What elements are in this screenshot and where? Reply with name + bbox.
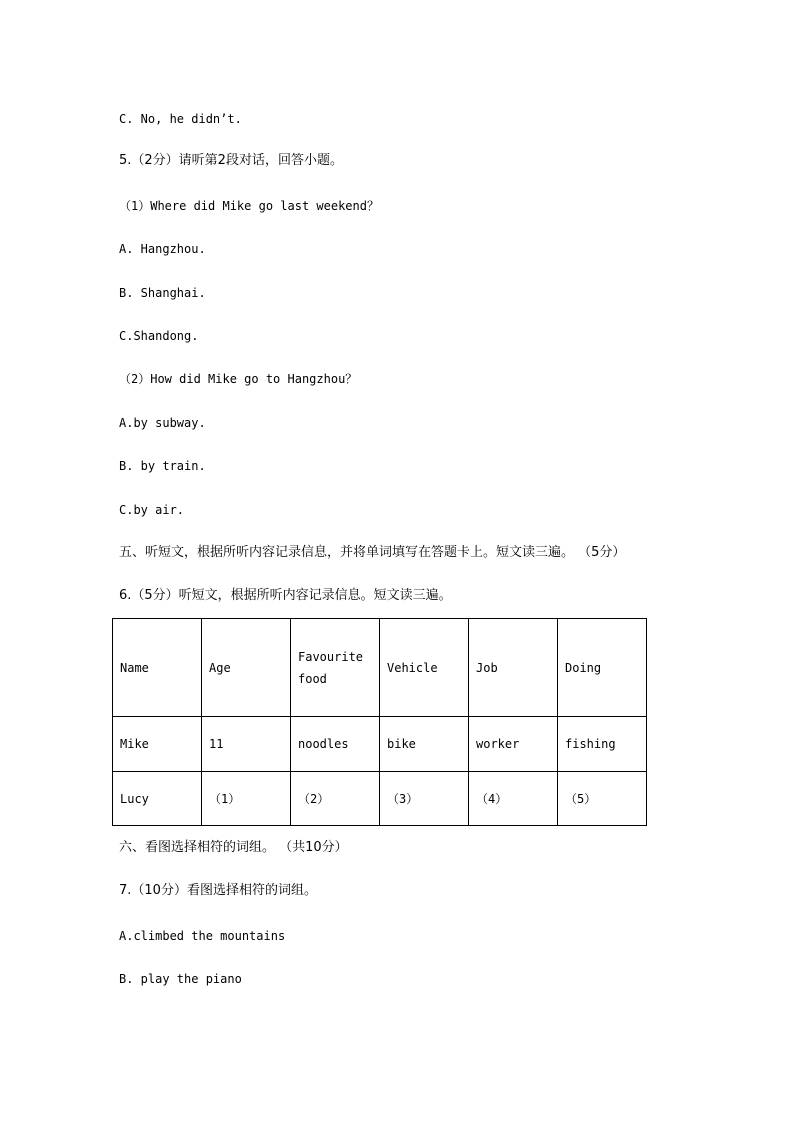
- cell: （5）: [558, 772, 647, 826]
- header-vehicle: Vehicle: [380, 619, 469, 717]
- option-a-hangzhou: A. Hangzhou.: [119, 242, 206, 256]
- question-5-heading: 5.（2分）请听第2段对话，回答小题。: [119, 153, 343, 168]
- question-7-heading: 7.（10分）看图选择相符的词组。: [119, 883, 317, 898]
- cell: Mike: [113, 717, 202, 772]
- option-c-air: C.by air.: [119, 503, 185, 517]
- cell: fishing: [558, 717, 647, 772]
- option-b-piano: B. play the piano: [119, 972, 242, 986]
- header-age: Age: [202, 619, 291, 717]
- cell: Lucy: [113, 772, 202, 826]
- header-favourite-food: [291, 619, 380, 717]
- option-b-shanghai: B. Shanghai.: [119, 286, 206, 300]
- option-c-shandong: C.Shandong.: [119, 329, 199, 343]
- cell: worker: [469, 717, 558, 772]
- cell: bike: [380, 717, 469, 772]
- option-a-subway: A.by subway.: [119, 416, 206, 430]
- cell: （4）: [469, 772, 558, 826]
- header-doing: Doing: [558, 619, 647, 717]
- question-6-heading: 6.（5分）听短文，根据所听内容记录信息。短文读三遍。: [119, 588, 452, 603]
- header-food: food: [298, 671, 327, 686]
- header-favourite: Favourite: [298, 649, 364, 664]
- table-row: [113, 717, 647, 772]
- option-b-train: B. by train.: [119, 459, 206, 473]
- table-header-row: [113, 619, 647, 717]
- question-5-2: （2）How did Mike go to Hangzhou？: [119, 372, 358, 386]
- section-5-heading: 五、听短文，根据所听内容记录信息，并将单词填写在答题卡上。短文读三遍。 （5分）: [119, 545, 626, 560]
- info-table: [112, 618, 647, 826]
- table-row: [113, 772, 647, 826]
- cell: noodles: [291, 717, 380, 772]
- option-a-climbed: A.climbed the mountains: [119, 929, 286, 943]
- cell: （3）: [380, 772, 469, 826]
- header-name: Name: [113, 619, 202, 717]
- section-6-heading: 六、看图选择相符的词组。 （共10分）: [119, 840, 348, 855]
- cell: （2）: [291, 772, 380, 826]
- header-job: Job: [469, 619, 558, 717]
- cell: 11: [202, 717, 291, 772]
- option-c-line: C. No, he didn’t.: [119, 112, 242, 126]
- cell: （1）: [202, 772, 291, 826]
- question-5-1: （1）Where did Mike go last weekend？: [119, 199, 379, 213]
